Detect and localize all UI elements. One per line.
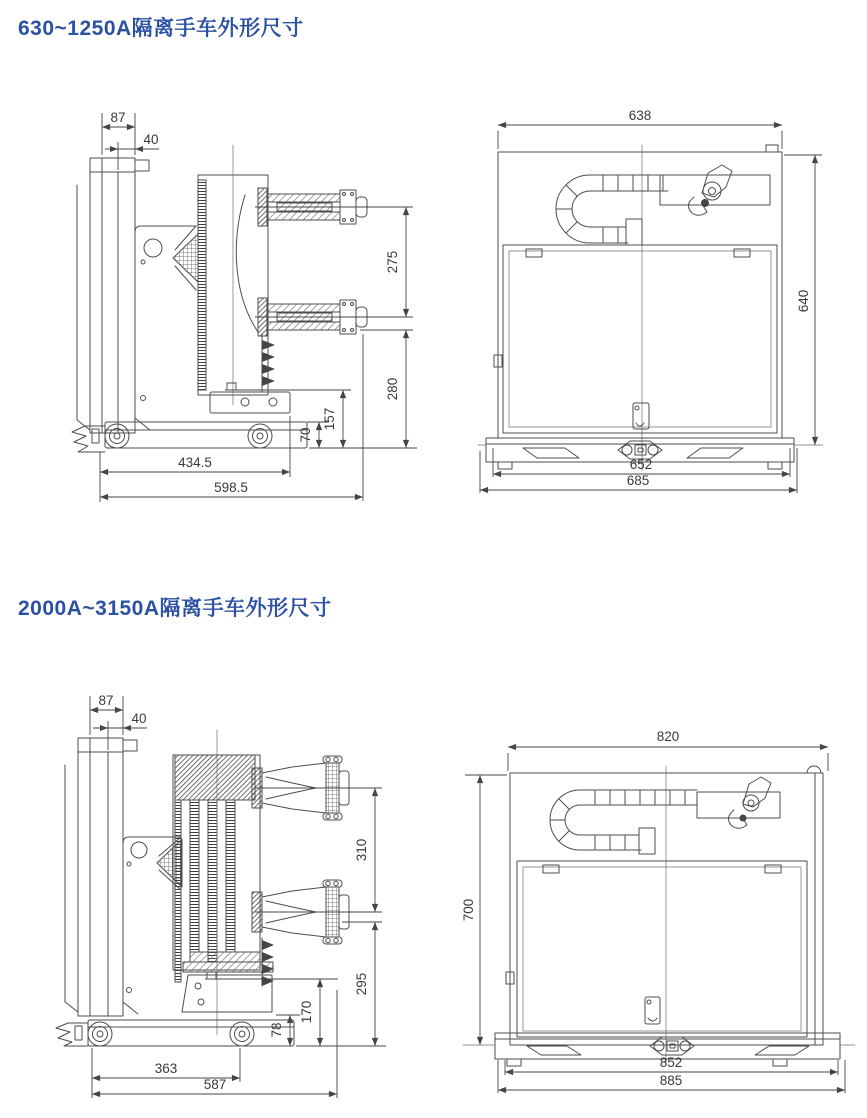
svg-text:638: 638 (628, 108, 652, 123)
foot-right (768, 462, 782, 469)
svg-text:280: 280 (385, 377, 400, 401)
svg-text:652: 652 (629, 457, 653, 472)
dim-body-height (461, 775, 507, 1045)
svg-text:598.5: 598.5 (214, 480, 248, 495)
towing-hook (56, 1023, 88, 1046)
svg-text:885: 885 (659, 1073, 683, 1088)
svg-text:157: 157 (322, 407, 337, 431)
corner-clip-right (765, 865, 781, 873)
svg-text:87: 87 (98, 693, 114, 708)
corner-clip-right (734, 249, 750, 257)
svg-text:78: 78 (269, 1022, 284, 1038)
front-view-2000-3150 (455, 712, 867, 1118)
latch-mechanism (660, 165, 770, 215)
dim-arm-spacing (255, 207, 413, 317)
wheel-front (105, 424, 129, 448)
svg-text:87: 87 (110, 110, 126, 125)
dim-pole-offset (105, 132, 159, 170)
svg-text:640: 640 (796, 289, 811, 313)
panel (77, 158, 149, 433)
foot-left (498, 462, 512, 469)
side-view-2000-3150 (40, 690, 410, 1110)
corner-clip-left (543, 865, 559, 873)
foot-right (773, 1059, 787, 1066)
section2-title: 2000A~3150A隔离手车外形尺寸 (18, 597, 332, 620)
dim-rail-width (505, 1055, 838, 1075)
wheel-front (88, 1022, 112, 1046)
dim-top-width (102, 110, 135, 155)
enclosure (494, 145, 782, 471)
svg-text:40: 40 (143, 132, 159, 147)
svg-text:820: 820 (656, 729, 680, 744)
rail-slot-right (755, 1046, 809, 1055)
door-panel (503, 245, 777, 433)
latch-mechanism (697, 777, 780, 828)
dim-lower-height (296, 922, 386, 1046)
foot-left (507, 1059, 521, 1066)
door-panel (517, 861, 807, 1037)
svg-text:170: 170 (299, 1000, 314, 1024)
rail-slot-right (687, 448, 743, 458)
svg-text:295: 295 (354, 972, 369, 996)
section1-title: 630~1250A隔离手车外形尺寸 (18, 17, 304, 40)
svg-text:852: 852 (659, 1055, 683, 1070)
rail-slot-left (527, 1046, 581, 1055)
svg-text:275: 275 (385, 250, 400, 274)
front-view-630-1250 (478, 103, 867, 513)
cable-chain (550, 790, 697, 854)
wheel-rear (248, 424, 272, 448)
dim-arm-spacing (255, 788, 382, 912)
svg-text:40: 40 (131, 711, 147, 726)
svg-text:587: 587 (203, 1077, 227, 1092)
dim-body-height (784, 155, 822, 445)
insulator-cone (173, 234, 198, 282)
cable-chain (556, 175, 668, 245)
enclosure (506, 766, 823, 1064)
center-lock (650, 1037, 694, 1055)
svg-text:700: 700 (461, 898, 476, 922)
svg-text:363: 363 (154, 1061, 178, 1076)
svg-text:70: 70 (298, 427, 313, 443)
dim-mid-height (225, 383, 351, 448)
towing-hook (72, 426, 105, 452)
mounting-bracket (182, 975, 272, 1012)
dim-pole-offset (93, 711, 147, 750)
svg-text:310: 310 (354, 838, 369, 862)
dim-body-width (508, 729, 828, 771)
side-view-630-1250 (55, 100, 425, 515)
rail-slot-left (523, 448, 579, 458)
pole-body (198, 145, 268, 405)
dim-body-width (498, 108, 782, 149)
svg-text:685: 685 (626, 473, 650, 488)
dim-top-width (90, 693, 123, 735)
svg-text:434.5: 434.5 (178, 455, 212, 470)
panel (65, 738, 137, 1016)
corner-clip-left (526, 249, 542, 257)
wheel-rear (230, 1022, 254, 1046)
